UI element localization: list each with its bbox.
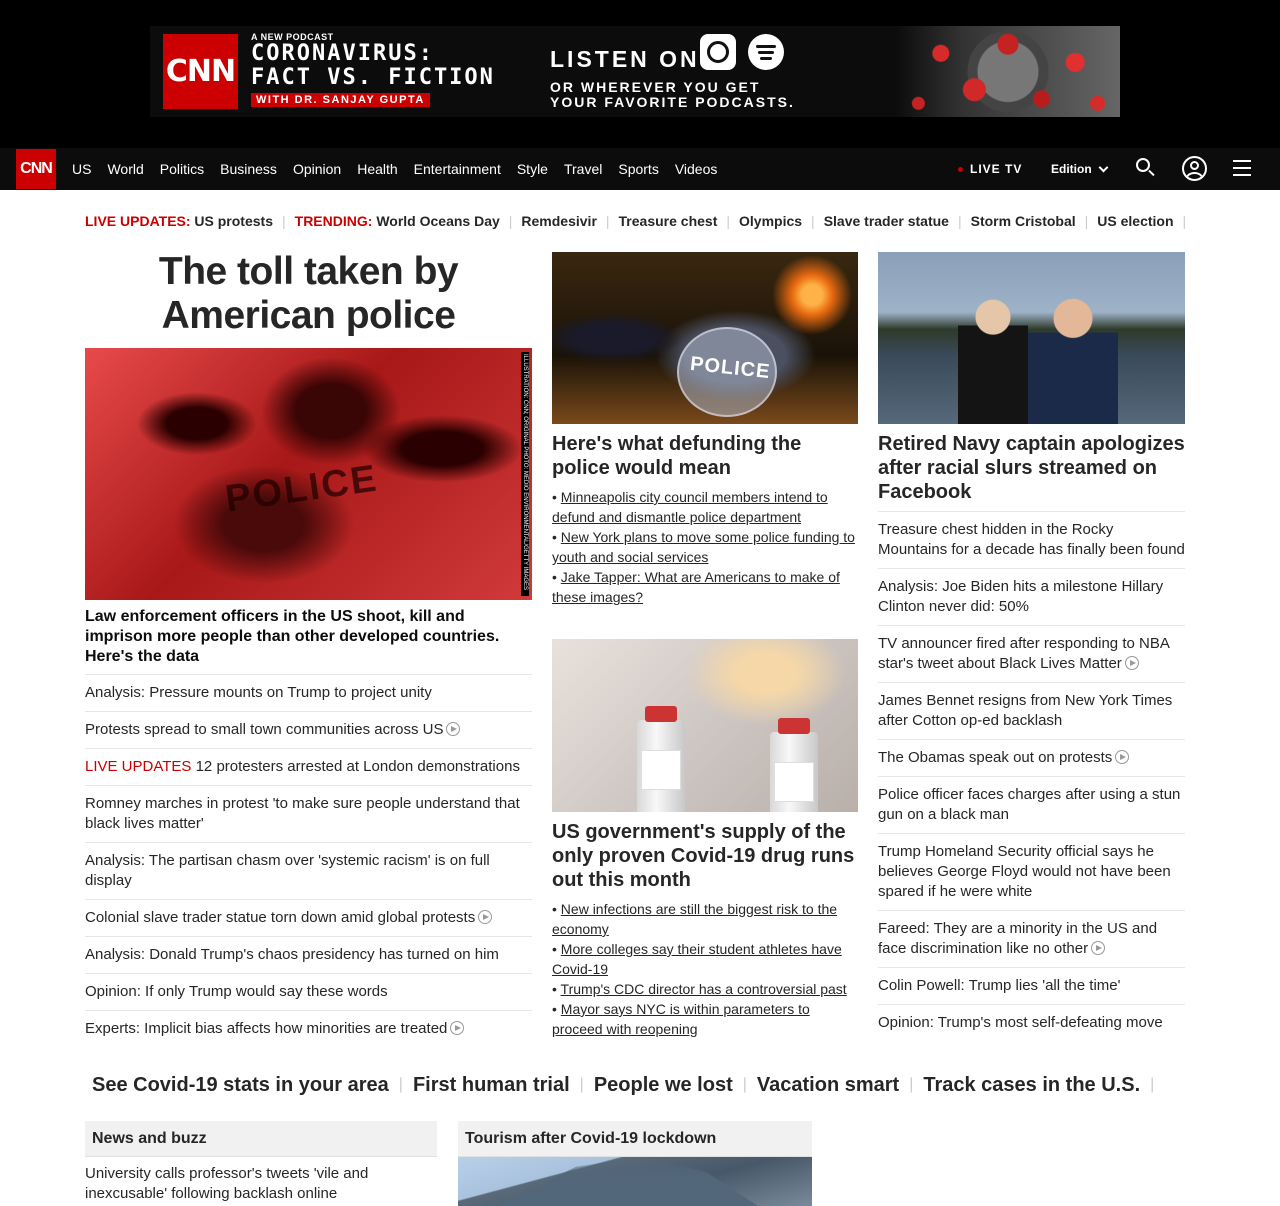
live-updates-label: LIVE UPDATES: <box>85 213 191 229</box>
defund-police-headline[interactable]: Here's what defunding the police would mean <box>552 433 802 479</box>
covid-link[interactable]: First human trial <box>412 1073 570 1096</box>
police-image-text: POLICE <box>689 352 772 384</box>
ad-listen-on: LISTEN ON <box>550 46 700 72</box>
bullet-link[interactable]: • Minneapolis city council members intend to defund and dismantle police department <box>552 489 828 525</box>
covid-link[interactable]: Vacation smart <box>756 1073 900 1096</box>
ad-wherever: OR WHEREVER YOU GET YOUR FAVORITE PODCASTS. <box>550 79 795 110</box>
right-headline-list <box>878 511 1185 1041</box>
apple-podcasts-icon <box>700 34 736 70</box>
list-item[interactable]: Analysis: Donald Trump's chaos presidency has turned on him <box>85 936 532 973</box>
ad-host: WITH DR. SANJAY GUPTA <box>251 93 430 107</box>
bullet-link[interactable]: • Jake Tapper: What are Americans to make of these images? <box>552 569 840 605</box>
live-tv-button[interactable] <box>958 162 1022 176</box>
list-item[interactable]: Fareed: They are a minority in the US and face discrimination like no other <box>878 910 1185 967</box>
list-item[interactable]: The Obamas speak out on protests <box>878 739 1185 776</box>
bullet-link[interactable]: • More colleges say their student athletes have Covid-19 <box>552 941 842 977</box>
list-item[interactable]: Police officer faces charges after using a stun gun on a black man <box>878 776 1185 833</box>
ad-banner-area <box>0 0 1280 148</box>
image-credit: ILLUSTRATION: CNN; ORIGINAL PHOTO: MEDIO ENVIRONMENTAL/GETTY IMAGES <box>521 352 529 596</box>
covid-link[interactable]: People we lost <box>593 1073 733 1096</box>
navy-captain-image[interactable] <box>878 252 1185 424</box>
ad-virus-image <box>896 26 1120 117</box>
lead-headline[interactable]: The toll taken by American police <box>158 250 459 337</box>
list-item[interactable]: University calls professor's tweets 'vile and inexcusable' following backlash online <box>85 1165 369 1202</box>
trending-item[interactable]: US election <box>1097 213 1174 229</box>
defund-police-image[interactable] <box>552 252 858 424</box>
defund-bullets <box>552 487 858 607</box>
live-dot-icon <box>958 167 963 172</box>
trending-bar: LIVE UPDATES: US protests | TRENDING: World Oceans Day | Remdesivir | Treasure chest | Olympics | Slave trader statue | Storm Cristobal | US election | <box>85 213 1187 229</box>
video-play-icon <box>1091 941 1105 955</box>
list-item[interactable]: Colin Powell: Trump lies 'all the time' <box>878 967 1185 1004</box>
video-play-icon <box>446 722 460 736</box>
nav-link-videos[interactable]: Videos <box>674 161 718 177</box>
nav-link-entertainment[interactable]: Entertainment <box>413 161 501 177</box>
covid-drug-headline[interactable]: US government's supply of the only proven Covid-19 drug runs out this month <box>552 821 855 891</box>
lead-image[interactable] <box>85 348 532 600</box>
chevron-down-icon <box>1098 162 1108 172</box>
covid-link[interactable]: Track cases in the U.S. <box>923 1073 1141 1096</box>
list-item[interactable]: Opinion: Trump's most self-defeating move <box>878 1004 1185 1041</box>
nav-links <box>72 148 717 190</box>
list-item[interactable]: Colonial slave trader statue torn down amid global protests <box>85 899 532 936</box>
nav-link-us[interactable]: US <box>72 161 92 177</box>
ad-title: CORONAVIRUS: FACT VS. FICTION <box>251 41 495 90</box>
trending-item[interactable]: Remdesivir <box>521 213 597 229</box>
edition-dropdown[interactable] <box>1051 162 1107 176</box>
trending-item[interactable]: Slave trader statue <box>823 213 949 229</box>
video-play-icon <box>1115 750 1129 764</box>
nav-link-sports[interactable]: Sports <box>618 161 659 177</box>
live-tv-label: LIVE TV <box>970 162 1023 176</box>
list-item[interactable]: LIVE UPDATES 12 protesters arrested at London demonstrations <box>85 748 532 785</box>
bullet-link[interactable]: • New infections are still the biggest risk to the economy <box>552 901 838 937</box>
right-column <box>878 252 1185 1041</box>
list-item[interactable]: Analysis: The partisan chasm over 'systemic racism' is on full display <box>85 842 532 899</box>
lead-headline-list <box>85 674 532 1047</box>
covid-drug-image[interactable] <box>552 639 858 812</box>
middle-column <box>552 252 858 1039</box>
list-item[interactable]: James Bennet resigns from New York Times after Cotton op-ed backlash <box>878 682 1185 739</box>
trending-item[interactable]: Olympics <box>739 213 803 229</box>
bullet-link[interactable]: • New York plans to move some police funding to youth and social services <box>552 529 855 565</box>
cnn-logo[interactable]: CNN <box>16 149 56 189</box>
tourism-header: Tourism after Covid-19 lockdown <box>458 1121 812 1157</box>
lead-image-text: POLICE <box>222 457 381 521</box>
nav-link-world[interactable]: World <box>107 161 144 177</box>
live-updates-tag: LIVE UPDATES <box>85 758 192 775</box>
list-item[interactable]: Experts: Implicit bias affects how minorities are treated <box>85 1010 532 1047</box>
search-icon[interactable] <box>1136 158 1156 178</box>
list-item[interactable]: Analysis: Joe Biden hits a milestone Hillary Clinton never did: 50% <box>878 568 1185 625</box>
bullet-link[interactable]: • Mayor says NYC is within parameters to proceed with reopening <box>552 1001 810 1037</box>
nav-link-business[interactable]: Business <box>220 161 277 177</box>
list-item[interactable]: Protests spread to small town communities across US <box>85 711 532 748</box>
list-item[interactable]: Treasure chest hidden in the Rocky Mountains for a decade has finally been found <box>878 511 1185 568</box>
podcast-ad[interactable] <box>150 26 1120 117</box>
list-item[interactable]: Romney marches in protest 'to make sure people understand that black lives matter' <box>85 785 532 842</box>
hamburger-menu-icon[interactable] <box>1233 160 1251 176</box>
user-account-icon[interactable] <box>1182 156 1207 181</box>
lead-subheadline[interactable]: Law enforcement officers in the US shoot, kill and imprison more people than other developed countries. Here's the data <box>85 608 500 665</box>
nav-link-style[interactable]: Style <box>516 161 548 177</box>
covid-links-bar: See Covid-19 stats in your area | First human trial | People we lost | Vacation smart | Track cases in the U.S. | <box>92 1073 1155 1096</box>
bullet-link[interactable]: • Trump's CDC director has a controversial past <box>552 981 847 997</box>
video-play-icon <box>1125 656 1139 670</box>
nav-link-travel[interactable]: Travel <box>563 161 603 177</box>
trending-item[interactable]: Storm Cristobal <box>970 213 1076 229</box>
covid-link[interactable]: See Covid-19 stats in your area <box>92 1073 389 1096</box>
edition-label: Edition <box>1051 162 1092 176</box>
trending-label: TRENDING: <box>294 213 373 229</box>
nav-link-opinion[interactable]: Opinion <box>292 161 342 177</box>
news-and-buzz-header: News and buzz <box>85 1121 437 1157</box>
covid-bullets <box>552 899 858 1039</box>
tourism-image[interactable] <box>458 1157 812 1206</box>
lead-column <box>85 250 532 1047</box>
trending-item[interactable]: Treasure chest <box>618 213 718 229</box>
trending-item[interactable]: World Oceans Day <box>376 213 500 229</box>
nav-link-health[interactable]: Health <box>357 161 398 177</box>
list-item[interactable]: Opinion: If only Trump would say these words <box>85 973 532 1010</box>
spotify-icon <box>748 34 784 70</box>
ad-cnn-logo: CNN <box>163 34 238 109</box>
video-play-icon <box>478 910 492 924</box>
list-item[interactable]: Analysis: Pressure mounts on Trump to project unity <box>85 674 532 711</box>
main-nav <box>0 148 1280 190</box>
nav-link-politics[interactable]: Politics <box>159 161 205 177</box>
list-item[interactable]: TV announcer fired after responding to NBA star's tweet about Black Lives Matter <box>878 625 1185 682</box>
live-updates-link[interactable]: US protests <box>194 213 273 229</box>
video-play-icon <box>450 1021 464 1035</box>
list-item[interactable]: Trump Homeland Security official says he believes George Floyd would not have been spared if he were white <box>878 833 1185 910</box>
ad-kicker: A NEW PODCAST <box>251 32 334 42</box>
navy-captain-headline[interactable]: Retired Navy captain apologizes after racial slurs streamed on Facebook <box>878 433 1185 503</box>
